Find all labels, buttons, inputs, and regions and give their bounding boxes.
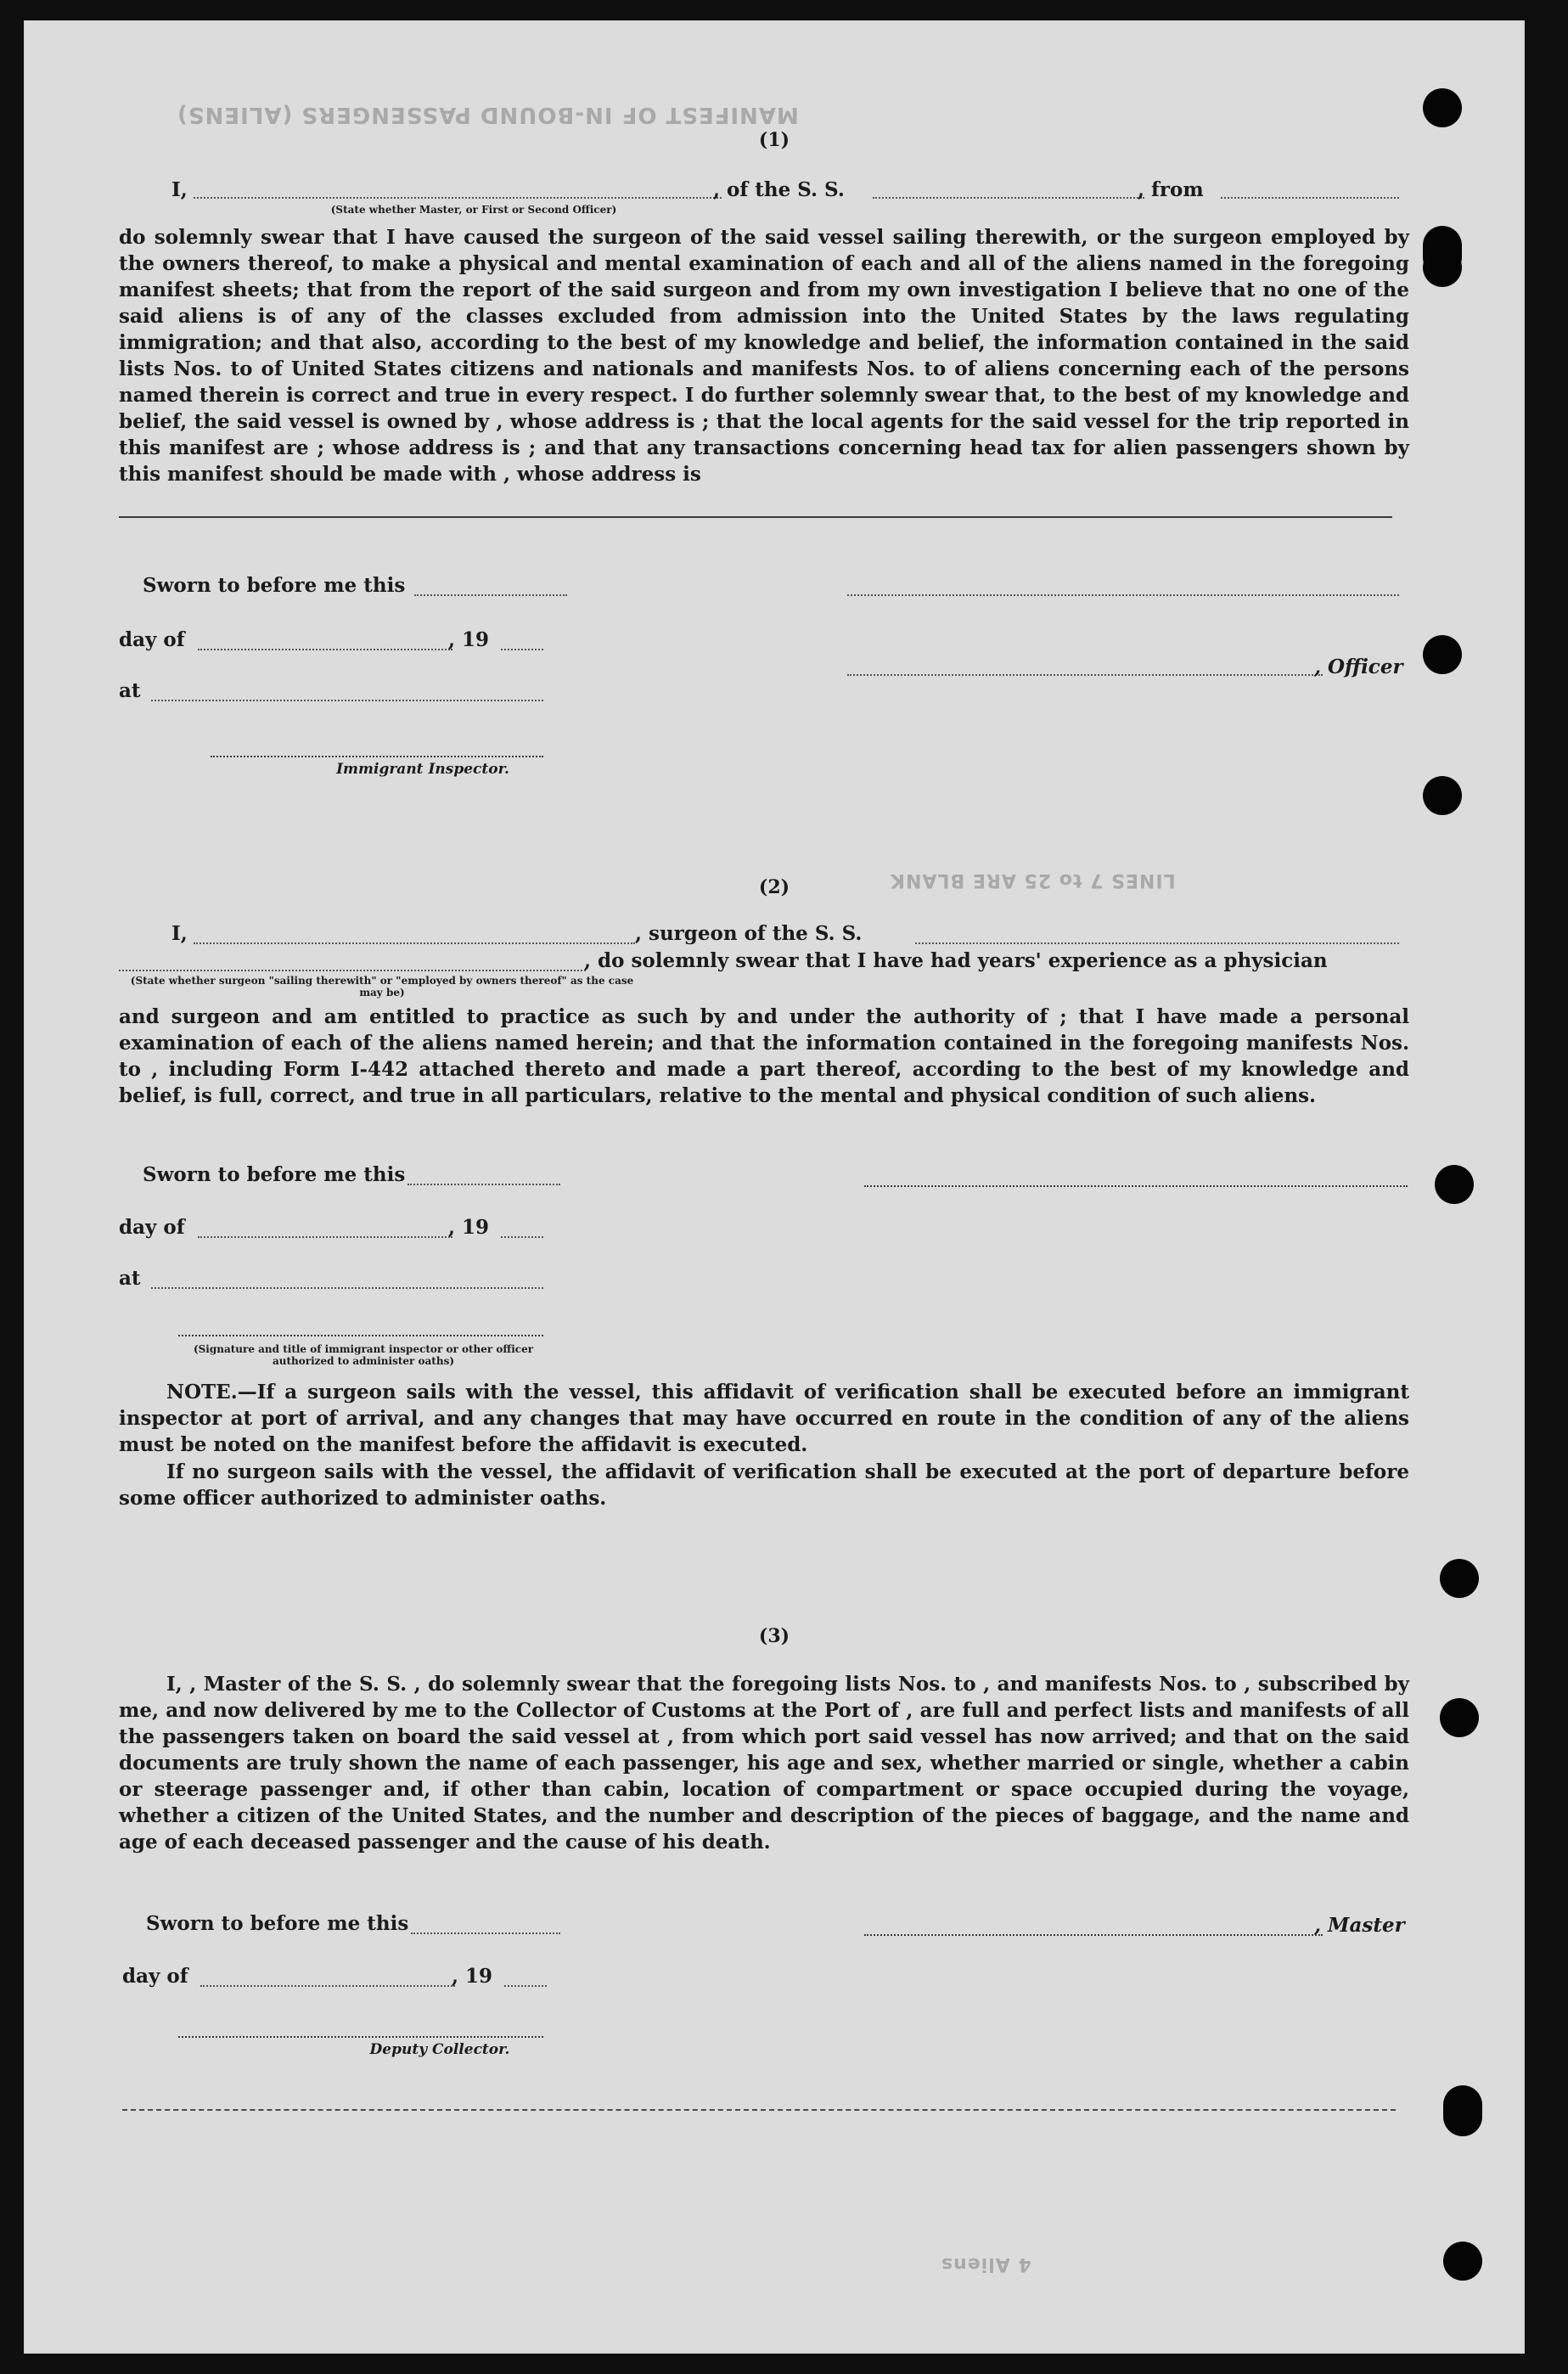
s2-note-1: NOTE.—If a surgeon sails with the vessel, this affidavit of verification shall be executed before an immigrant inspector at port of arrival, and any changes that may have occurred en route in the condition of any of the aliens must be noted on the manifest before the affidavit is executed. xyxy=(119,1381,1409,1456)
s2-at-label: at xyxy=(119,1267,141,1290)
s2-signature-line[interactable] xyxy=(864,1185,1408,1187)
s2-year-field[interactable] xyxy=(501,1236,543,1238)
s3-deputy-caption: Deputy Collector. xyxy=(369,2041,510,2058)
s1-sworn-label: Sworn to before me this xyxy=(143,574,406,597)
s3-sworn-label: Sworn to before me this xyxy=(146,1912,409,1935)
punch-hole xyxy=(1423,776,1462,815)
s2-status-field[interactable] xyxy=(119,970,586,971)
section-1-number: (1) xyxy=(758,129,790,151)
punch-hole xyxy=(1440,1559,1479,1598)
s1-officer-name-field[interactable] xyxy=(194,197,722,199)
s1-day-of-label: day of xyxy=(119,628,185,651)
s1-line1-i: I, xyxy=(171,178,188,201)
s3-year-label: , 19 xyxy=(452,1965,493,1988)
section-3-number: (3) xyxy=(758,1625,790,1647)
s1-day-field[interactable] xyxy=(198,649,452,650)
s1-officer-label: , Officer xyxy=(1314,655,1403,678)
s3-day-of-label: day of xyxy=(122,1965,188,1988)
s1-officer-sig-field[interactable] xyxy=(847,674,1323,676)
s1-line1-from: , from xyxy=(1138,178,1204,201)
s2-day-field[interactable] xyxy=(198,1236,452,1238)
s1-at-field[interactable] xyxy=(151,700,543,701)
punch-hole xyxy=(1435,1165,1474,1204)
s1-line1-of-ss: , of the S. S. xyxy=(713,178,845,201)
s3-sworn-field[interactable] xyxy=(411,1932,560,1934)
punch-hole xyxy=(1423,88,1462,127)
s2-line1-surgeon: , surgeon of the S. S. xyxy=(635,922,863,945)
punch-hole xyxy=(1423,635,1462,674)
s1-body: do solemnly swear that I have caused the surgeon of the said vessel sailing therewith, or the surgeon employed by the owners thereof, to make a physical and mental examination of each and all of the aliens named in the foregoing manifest sheets; that from the report of the said surgeon and from my own investigation I believe that no one of the said aliens is of any of the classes excluded from admission into the United States by the laws regulating immigration; and that also, according to the best of my knowledge and belief, the information contained in the said lists Nos. to of United States citizens and nationals and manifests Nos. to of aliens concerning each of the persons named therein is correct and true in every respect. I do further solemnly swear that, to the best of my knowledge and belief, the said vessel is owned by , whose address is ; that the local agents for the said vessel for the trip reported in this manifest are ; whose address is ; and that any transactions concerning head tax for alien passengers shown by this manifest should be made with , whose address is xyxy=(119,226,1409,486)
s1-year-label: , 19 xyxy=(448,628,490,651)
s2-year-label: , 19 xyxy=(448,1216,490,1239)
s1-inspector-caption: Immigrant Inspector. xyxy=(336,761,509,778)
s1-inspector-sig-line[interactable] xyxy=(211,756,543,757)
punch-hole xyxy=(1423,248,1462,287)
s2-at-field[interactable] xyxy=(151,1287,543,1289)
s2-day-of-label: day of xyxy=(119,1216,185,1239)
form-page xyxy=(24,20,1525,2354)
bottom-rule xyxy=(122,2109,1396,2111)
section-2-number: (2) xyxy=(758,876,790,898)
s2-vessel-field[interactable] xyxy=(915,942,1399,944)
s3-day-field[interactable] xyxy=(200,1985,455,1987)
bleed-through-footer: 4 Aliens xyxy=(941,2253,1031,2275)
s2-body: and surgeon and am entitled to practice as such by and under the authority of ; that I have made a personal examination of each of the aliens named herein; and that the information contained in the foregoing manifests Nos. to , including Form I-442 attached thereto and made a part thereof, according to the best of my knowledge and belief, is full, correct, and true in all particulars, relative to the mental and physical condition of such aliens. xyxy=(119,1005,1409,1107)
s1-officer-caption: (State whether Master, or First or Second Officer) xyxy=(330,204,617,216)
s1-sworn-field[interactable] xyxy=(414,594,567,596)
s1-from-field[interactable] xyxy=(1221,197,1399,199)
s1-officer-sig-top-field[interactable] xyxy=(847,594,1399,596)
s1-vessel-field[interactable] xyxy=(873,197,1144,199)
s3-body: I, , Master of the S. S. , do solemnly swear that the foregoing lists Nos. to , and manifests Nos. to , subscribed by me, and now delivered by me to the Collector of Customs at the Port of , are full and perfect lists and manifests of all the passengers taken on board the said vessel at , from which port said vessel has now arrived; and that on the said documents are truly shown the name of each passenger, his age and sex, whether married or single, whether a cabin or steerage passenger and, if other than cabin, location of compartment or space occupied during the voyage, whether a citizen of the United States, and the number and description of the pieces of baggage, and the name and age of each deceased passenger and the cause of his death. xyxy=(119,1673,1409,1854)
s2-line1-i: I, xyxy=(171,922,188,945)
s2-sworn-field[interactable] xyxy=(407,1184,560,1185)
s3-deputy-sig-line[interactable] xyxy=(178,2036,543,2038)
s1-year-field[interactable] xyxy=(501,649,543,650)
s3-year-field[interactable] xyxy=(504,1985,547,1987)
bleed-through-lines-blank: LINES 7 to 25 ARE BLANK xyxy=(890,869,1176,891)
s2-sig-caption: (Signature and title of immigrant inspector or other officer authorized to administer oaths) xyxy=(193,1343,534,1367)
punch-hole xyxy=(1443,2085,1482,2136)
s2-caption: (State whether surgeon "sailing therewith" or "employed by owners thereof" as the case may be) xyxy=(130,975,634,999)
s2-surgeon-name-field[interactable] xyxy=(194,942,635,944)
s1-address-line[interactable] xyxy=(119,516,1392,518)
punch-hole xyxy=(1440,1698,1479,1737)
s2-line2: , do solemnly swear that I have had years' experience as a physician xyxy=(584,949,1328,972)
punch-hole xyxy=(1443,2242,1482,2281)
s2-note-2: If no surgeon sails with the vessel, the affidavit of verification shall be executed at the port of departure before some officer authorized to administer oaths. xyxy=(119,1460,1409,1510)
s1-at-label: at xyxy=(119,679,141,702)
s3-master-label: , Master xyxy=(1314,1914,1405,1937)
s2-sworn-label: Sworn to before me this xyxy=(143,1163,406,1186)
s2-inspector-sig-line[interactable] xyxy=(178,1335,543,1336)
bleed-through-header: MANIFEST OF IN-BOUND PASSENGERS (ALIENS) xyxy=(177,102,799,127)
s3-master-sig-line[interactable] xyxy=(864,1934,1323,1936)
